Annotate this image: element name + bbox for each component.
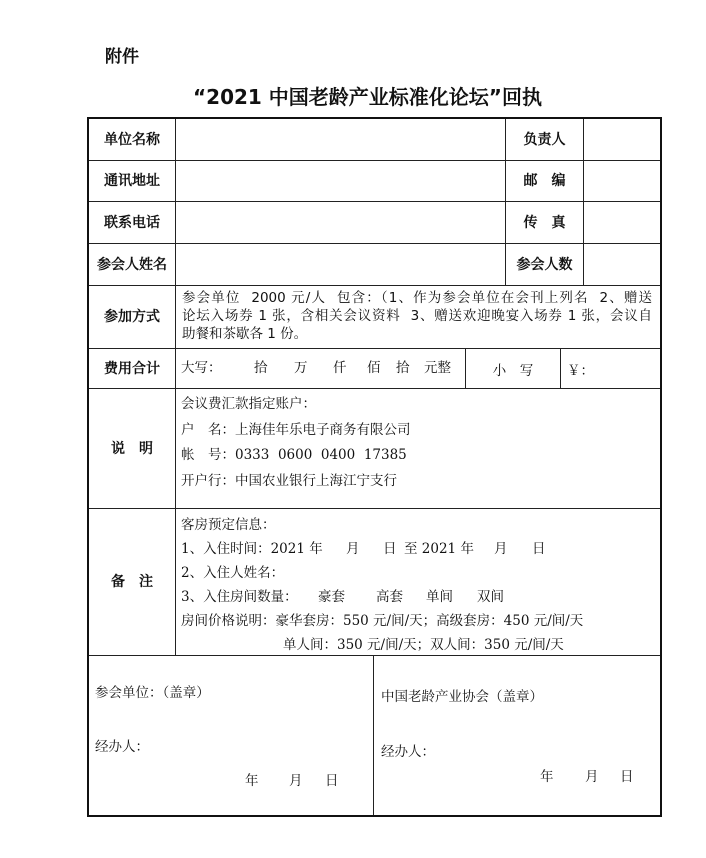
account-bank: 开户行：中国农业银行上海江宁支行 [181, 472, 397, 489]
guest-name-line [181, 561, 651, 585]
phone-label: 联系电话 [104, 214, 160, 231]
fax-value-cell [583, 201, 661, 244]
bank-account-info [181, 392, 411, 494]
fee-unit-yuan: 元整 [424, 360, 451, 376]
attendee-name-label: 参会人姓名 [97, 256, 167, 273]
participation-line: 论坛入场券 1 张，含相关会议资料 3、赠送欢迎晚宴入场券 1 张，会议自 [182, 308, 652, 324]
fee-total-label-cell [88, 348, 176, 389]
contact-person-label: 负责人 [523, 131, 566, 148]
attendee-count-label: 参会人数 [516, 256, 573, 273]
unit-name-value-cell [175, 118, 506, 161]
check-in-month: 月 [346, 541, 360, 557]
room-count-line [181, 585, 651, 609]
attendee-name-value-cell [175, 243, 506, 286]
check-in-time-line [181, 537, 651, 561]
participation-label: 参加方式 [104, 309, 160, 325]
remarks-label: 备 注 [111, 574, 153, 590]
guest-name-label: 2、入住人姓名： [181, 565, 285, 581]
association-date-day: 日 [620, 769, 634, 785]
fee-unit-ten: 拾 [396, 360, 410, 376]
participation-line: 参会单位 2000 元/人 包含：（1、作为参会单位在会刊上列名 2、赠送 [182, 290, 652, 306]
attendee-name-label-cell [88, 243, 176, 286]
fee-small-label: 小 写 [492, 362, 534, 379]
room-price-line [181, 609, 651, 633]
postcode-value-cell [583, 160, 661, 202]
room-price-text: 单人间：350 元/间/天；双人间：350 元/间/天 [283, 637, 564, 653]
room-price-line-2 [181, 633, 651, 657]
account-heading: 会议费汇款指定账户： [181, 396, 316, 412]
association-date-year: 年 [540, 769, 554, 785]
postcode-label: 邮 编 [523, 173, 566, 189]
participant-handler-label: 经办人： [95, 739, 149, 755]
association-stamp-label: 中国老龄产业协会（盖章） [381, 689, 543, 705]
participation-content-cell [175, 285, 661, 349]
notes-label-cell [88, 388, 176, 509]
fee-capital-cell [175, 348, 466, 389]
address-label-cell [88, 160, 176, 202]
contact-person-value-cell [583, 118, 661, 161]
participation-line: 助餐和茶歇各 1 份。 [182, 326, 308, 342]
association-signature-cell [373, 655, 661, 816]
currency-symbol: ￥： [567, 362, 594, 379]
attachment-label: 附件 [105, 47, 139, 67]
list-item: 客房预定信息： [181, 517, 276, 533]
unit-name-label: 单位名称 [104, 131, 160, 148]
check-out-year: 至 2021 年 [404, 541, 474, 557]
fax-label-cell [505, 201, 584, 244]
form-title: “2021 中国老龄产业标准化论坛”回执 [193, 85, 542, 109]
fee-unit-hundred: 佰 [367, 360, 381, 376]
room-type-single: 单间 [426, 589, 453, 605]
check-out-month: 月 [494, 541, 508, 557]
phone-value-cell [175, 201, 506, 244]
remarks-content-cell [175, 508, 661, 656]
address-label: 通讯地址 [104, 173, 160, 189]
account-number: 帐 号：0333 0600 0400 17385 [181, 447, 407, 463]
fax-label: 传 真 [523, 214, 566, 231]
notes-content-cell [175, 388, 661, 509]
attendee-count-value-cell [583, 243, 661, 286]
check-in-time-label: 1、入住时间：2021 年 [181, 541, 323, 557]
phone-label-cell [88, 201, 176, 244]
account-name: 户 名：上海佳年乐电子商务有限公司 [181, 421, 411, 438]
fee-capital-label: 大写： [181, 360, 222, 376]
remarks-label-cell [88, 508, 176, 656]
fee-small-value-cell [560, 348, 661, 389]
check-out-day: 日 [532, 541, 546, 557]
participant-date-year: 年 [245, 773, 259, 789]
room-type-premium-suite: 高套 [376, 589, 403, 605]
fee-unit-ten-thousand-ten: 拾 [254, 360, 268, 376]
participation-text [182, 289, 652, 343]
room-type-double: 双间 [477, 589, 504, 605]
room-count-label: 3、入住房间数量： [181, 589, 298, 605]
fee-unit-ten-thousand: 万 [294, 360, 308, 376]
fee-total-label: 费用合计 [104, 360, 160, 377]
unit-name-label-cell [88, 118, 176, 161]
postcode-label-cell [505, 160, 584, 202]
notes-label: 说 明 [111, 440, 153, 457]
contact-person-label-cell [505, 118, 584, 161]
room-booking-info [181, 513, 651, 657]
room-price-text: 房间价格说明：豪华套房：550 元/间/天；高级套房：450 元/间/天 [181, 613, 584, 629]
association-handler-label: 经办人： [381, 744, 435, 760]
participant-signature-cell [88, 655, 374, 816]
room-booking-heading [181, 513, 651, 537]
fee-small-label-cell [465, 348, 561, 389]
attendee-count-label-cell [505, 243, 584, 286]
room-type-deluxe-suite: 豪套 [318, 589, 345, 605]
reply-form-table [88, 118, 662, 817]
participant-stamp-label: 参会单位：（盖章） [95, 685, 210, 701]
address-value-cell [175, 160, 506, 202]
check-in-day: 日 [383, 541, 397, 557]
participant-date-month: 月 [289, 773, 303, 789]
participation-label-cell [88, 285, 176, 349]
association-date-month: 月 [585, 769, 599, 785]
fee-unit-thousand: 仟 [333, 360, 347, 376]
participant-date-day: 日 [325, 773, 339, 789]
